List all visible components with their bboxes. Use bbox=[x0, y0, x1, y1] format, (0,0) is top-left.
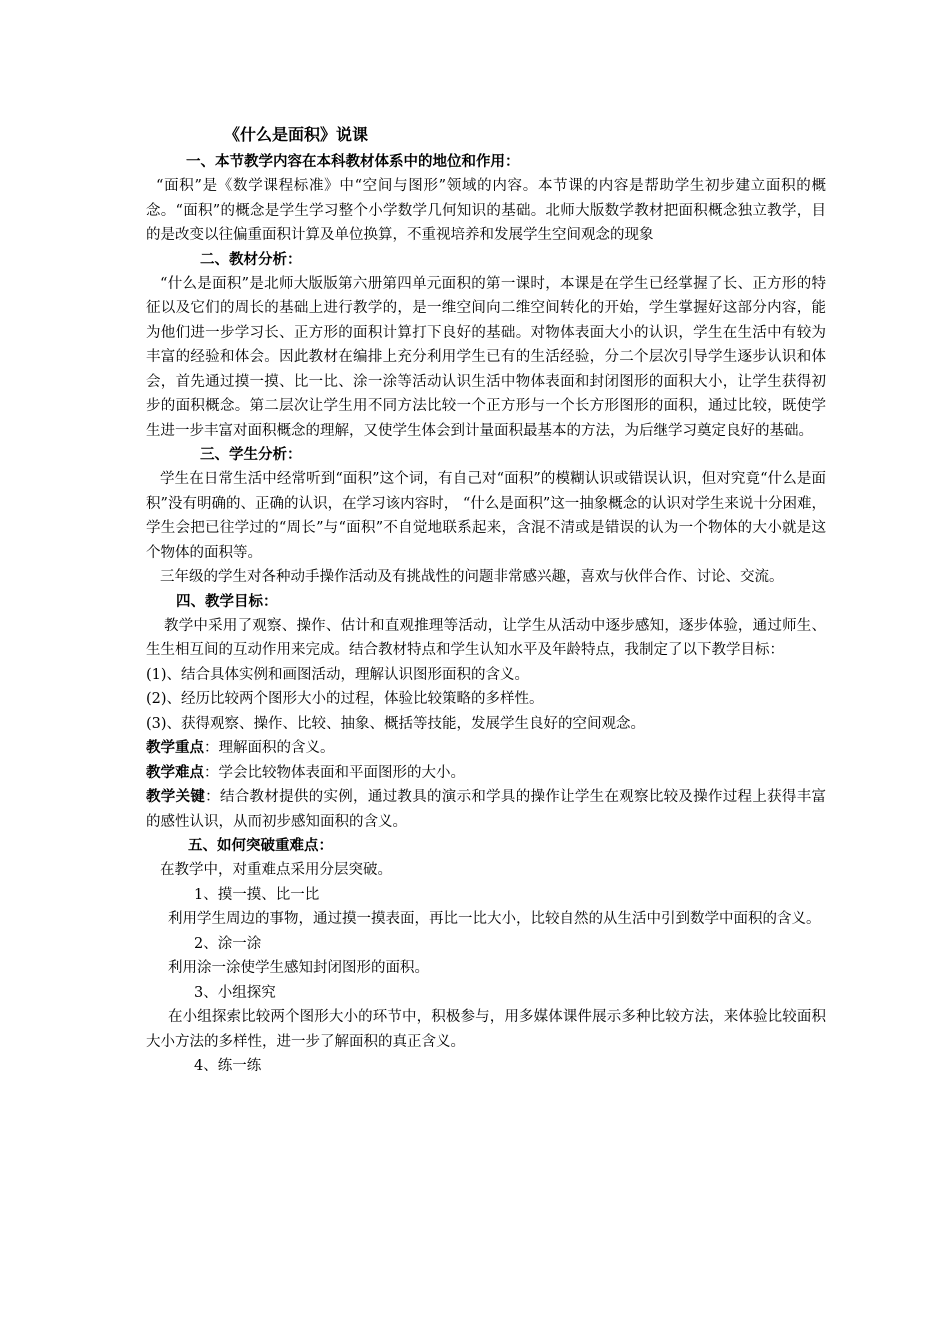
teaching-crux-text: ：结合教材提供的实例，通过教具的演示和学具的操作让学生在观察比较及操作过程上获得丰富的感性认识，从而初步感知面积的含义。 bbox=[146, 789, 826, 830]
item-1-title: 1、摸一摸、比一比 bbox=[194, 886, 320, 903]
section-5-intro: 在教学中，对重难点采用分层突破。 bbox=[160, 862, 392, 878]
section-1-heading: 一、本节教学内容在本科教材体系中的地位和作用： bbox=[186, 153, 520, 170]
teaching-key-point bbox=[146, 736, 826, 761]
section-2-paragraph: “什么是面积”是北师大版版第六册第四单元面积的第一课时，本课是在学生已经掌握了长、正方形的特征以及它们的周长的基础上进行教学的，是一维空间向二维空间转化的开始，学生掌握好这部分内容，能为他们进一步学习长、正方形的面积计算打下良好的基础。对物体表面大小的认识，学生在生活中有较为丰富的经验和体会。因此教材在编排上充分利用学生已有的生活经验，分二个层次引导学生逐步认识和体会，首先通过摸一摸、比一比、涂一涂等活动认识生活中物体表面和封闭图形的面积大小，让学生获得初步的面积概念。第二层次让学生用不同方法比较一个正方形与一个长方形图形的面积，通过比较，既使学生进一步丰富对面积概念的理解，又使学生体会到计量面积最基本的方法，为后继学习奠定良好的基础。 bbox=[146, 275, 826, 439]
goal-3: (3)、获得观察、操作、比较、抽象、概括等技能，发展学生良好的空间观念。 bbox=[146, 715, 646, 732]
item-1-text: 利用学生周边的事物，通过摸一摸表面，再比一比大小，比较自然的从生活中引到数学中面积的含义。 bbox=[168, 911, 821, 927]
item-2-text: 利用涂一涂使学生感知封闭图形的面积。 bbox=[168, 960, 429, 976]
section-3-heading: 三、学生分析： bbox=[200, 446, 302, 463]
section-3-paragraph-1: 学生在日常生活中经常听到“面积”这个词，有自己对“面积”的模糊认识或错误认识，但对究竟“什么是面积”没有明确的、正确的认识，在学习该内容时， “什么是面积”这一抽象概念的认识对学生来说十分困难，学生会把已往学过的“周长”与“面积”不自觉地联系起来，含混不清或是错误的认为一个物体的大小就是这个物体的面积等。 bbox=[146, 471, 826, 561]
section-5-heading: 五、如何突破重难点： bbox=[188, 837, 333, 854]
item-3-text: 在小组探索比较两个图形大小的环节中，积极参与，用多媒体课件展示多种比较方法，来体验比较面积大小方法的多样性，进一步了解面积的真正含义。 bbox=[146, 1009, 826, 1050]
teaching-crux-label: 教学关键 bbox=[146, 788, 206, 805]
teaching-difficulty bbox=[146, 761, 826, 786]
item-2-title: 2、涂一涂 bbox=[194, 935, 262, 952]
section-4-intro: 教学中采用了观察、操作、估计和直观推理等活动，让学生从活动中逐步感知，逐步体验，通过师生、生生相互间的互动作用来完成。结合教材特点和学生认知水平及年龄特点，我制定了以下教学目标： bbox=[146, 617, 826, 658]
document-page bbox=[146, 122, 826, 1079]
goal-1: (1)、结合具体实例和画图活动，理解认识图形面积的含义。 bbox=[146, 666, 530, 683]
document-title: 《什么是面积》说课 bbox=[224, 125, 369, 144]
section-4-heading: 四、教学目标： bbox=[176, 592, 278, 610]
item-3-title: 3、小组探究 bbox=[194, 984, 276, 1001]
teaching-difficulty-label: 教学难点 bbox=[146, 763, 204, 781]
teaching-key-point-label: 教学重点 bbox=[146, 739, 204, 756]
section-3-paragraph-2: 三年级的学生对各种动手操作活动及有挑战性的问题非常感兴趣，喜欢与伙伴合作、讨论、交流。 bbox=[160, 569, 784, 585]
teaching-crux bbox=[146, 785, 826, 834]
item-4-title: 4、练一练 bbox=[194, 1058, 262, 1074]
teaching-key-point-text: ：理解面积的含义。 bbox=[204, 740, 335, 756]
section-1-paragraph: “面积”是《数学课程标准》中“空间与图形”领域的内容。本节课的内容是帮助学生初步建立面积的概念。“面积”的概念是学生学习整个小学数学几何知识的基础。北师大版数学教材把面积概念独立教学，目的是改变以往偏重面积计算及单位换算，不重视培养和发展学生空间观念的现象 bbox=[146, 178, 826, 243]
section-2-heading: 二、教材分析： bbox=[200, 250, 302, 268]
goal-2: (2)、经历比较两个图形大小的过程，体验比较策略的多样性。 bbox=[146, 691, 544, 707]
teaching-difficulty-text: ：学会比较物体表面和平面图形的大小。 bbox=[204, 764, 465, 781]
